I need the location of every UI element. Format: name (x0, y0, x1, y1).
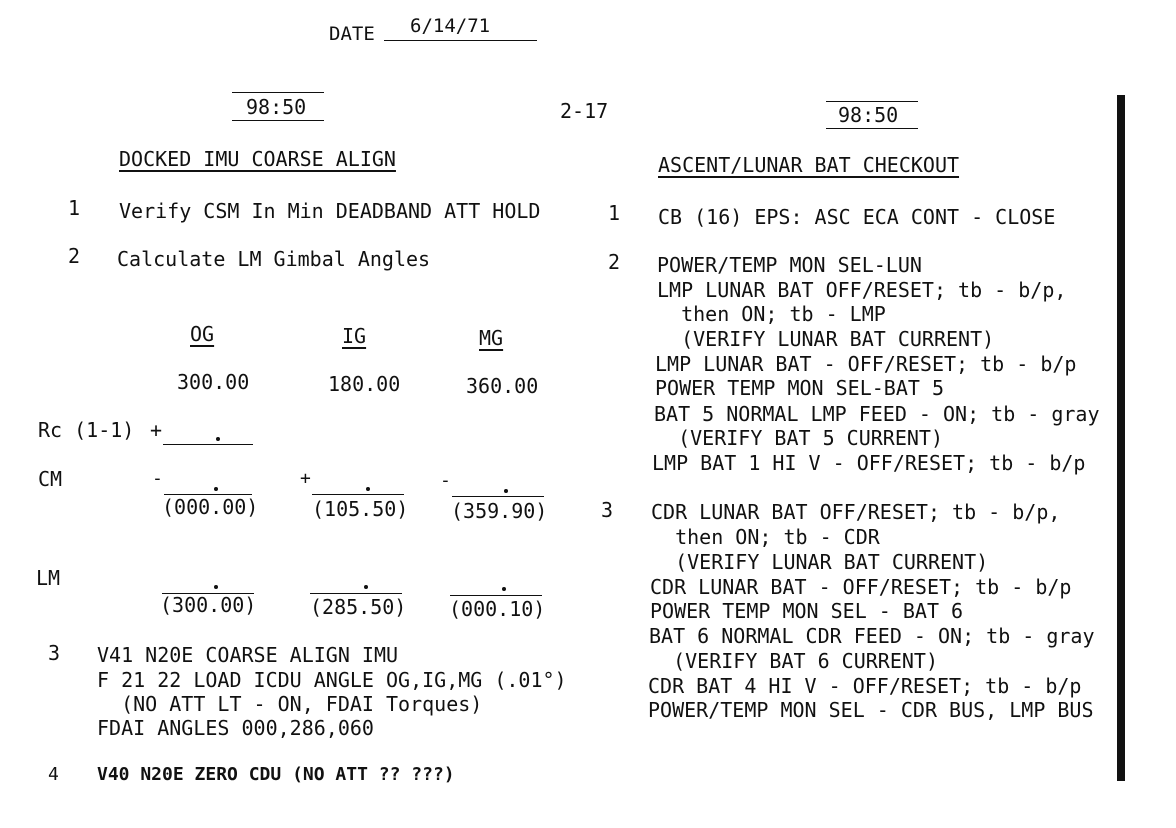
right-step-3-line-6: BAT 6 NORMAL CDR FEED - ON; tb - gray (649, 624, 1095, 648)
cm-label: CM (38, 467, 63, 491)
change-bar (1117, 95, 1125, 781)
right-time-overline (826, 101, 918, 102)
lm-value-ig: (285.50) (310, 595, 407, 619)
left-step-4-number: 4 (48, 764, 59, 785)
right-step-2-line-2: LMP LUNAR BAT OFF/RESET; tb - b/p, (657, 278, 1067, 302)
right-step-3-line-8: CDR BAT 4 HI V - OFF/RESET; tb - b/p (648, 674, 1082, 698)
left-step-3-line-4: FDAI ANGLES 000,286,060 (97, 716, 374, 740)
page-number: 2-17 (560, 99, 609, 123)
gimbal-header-og: OG (190, 322, 215, 346)
date-value: 6/14/71 (410, 15, 491, 37)
right-step-2-line-5: LMP LUNAR BAT - OFF/RESET; tb - b/p (655, 352, 1077, 376)
left-step-3-number: 3 (48, 641, 61, 665)
date-label: DATE (329, 23, 375, 45)
right-step-3-line-4: CDR LUNAR BAT - OFF/RESET; tb - b/p (650, 575, 1072, 599)
rc-decimal-point (216, 437, 220, 441)
right-time-underline (826, 128, 918, 129)
lm-value-og: (300.00) (160, 593, 257, 617)
right-section-title: ASCENT/LUNAR BAT CHECKOUT (658, 153, 960, 177)
cm-mg-decimal (504, 489, 508, 493)
rc-blank-line (163, 444, 253, 445)
gimbal-value-ig: 180.00 (328, 372, 401, 396)
right-step-3-line-1: CDR LUNAR BAT OFF/RESET; tb - b/p, (651, 500, 1061, 524)
right-step-2-line-1: POWER/TEMP MON SEL-LUN (657, 253, 922, 277)
right-step-2-line-4: (VERIFY LUNAR BAT CURRENT) (657, 327, 995, 351)
right-step-2-line-6: POWER TEMP MON SEL-BAT 5 (655, 376, 944, 400)
left-step-3-line-2: F 21 22 LOAD ICDU ANGLE OG,IG,MG (.01°) (97, 668, 567, 692)
right-step-1-number: 1 (608, 201, 621, 225)
right-step-3-line-9: POWER/TEMP MON SEL - CDR BUS, LMP BUS (648, 698, 1094, 722)
left-time-overline (232, 92, 324, 93)
gimbal-value-mg: 360.00 (466, 374, 539, 398)
right-step-2-line-9: LMP BAT 1 HI V - OFF/RESET; tb - b/p (652, 451, 1086, 475)
cm-sign-ig: + (300, 468, 311, 489)
left-time: 98:50 (246, 95, 307, 119)
cm-ig-decimal (366, 487, 370, 491)
left-step-4-text: V40 N20E ZERO CDU (NO ATT ?? ???) (97, 764, 455, 785)
gimbal-header-mg: MG (479, 326, 504, 350)
lm-ig-decimal (364, 585, 368, 589)
left-step-3-line-1: V41 N20E COARSE ALIGN IMU (97, 643, 399, 667)
rc-sign: + (150, 418, 163, 442)
cm-ig-line (312, 494, 404, 495)
left-step-1-number: 1 (68, 196, 81, 220)
right-step-3-number: 3 (601, 498, 614, 522)
right-step-3-line-3: (VERIFY LUNAR BAT CURRENT) (651, 550, 989, 574)
right-step-2-number: 2 (608, 250, 621, 274)
right-step-3-line-5: POWER TEMP MON SEL - BAT 6 (650, 599, 964, 623)
right-step-1-text: CB (16) EPS: ASC ECA CONT - CLOSE (658, 205, 1056, 229)
right-step-3-line-2: then ON; tb - CDR (651, 525, 880, 549)
right-step-3-line-7: (VERIFY BAT 6 CURRENT) (649, 649, 938, 673)
left-step-3-line-3: (NO ATT LT - ON, FDAI Torques) (97, 692, 483, 716)
right-time: 98:50 (838, 103, 899, 127)
cm-value-og: (000.00) (162, 495, 259, 519)
cm-value-ig: (105.50) (312, 497, 409, 521)
lm-label: LM (36, 566, 61, 590)
rc-label: Rc (1-1) (38, 418, 135, 442)
lm-value-mg: (000.10) (449, 597, 546, 621)
cm-og-decimal (214, 487, 218, 491)
lm-mg-line (450, 595, 542, 596)
lm-og-decimal (214, 585, 218, 589)
lm-mg-decimal (502, 587, 506, 591)
left-step-2-text: Calculate LM Gimbal Angles (117, 247, 431, 271)
right-step-2-line-7: BAT 5 NORMAL LMP FEED - ON; tb - gray (654, 402, 1100, 426)
gimbal-header-ig: IG (342, 324, 367, 348)
left-section-title: DOCKED IMU COARSE ALIGN (119, 147, 396, 171)
cm-mg-line (452, 496, 544, 497)
left-step-1-text: Verify CSM In Min DEADBAND ATT HOLD (119, 199, 541, 223)
right-step-2-line-8: (VERIFY BAT 5 CURRENT) (654, 426, 943, 450)
left-step-2-number: 2 (68, 244, 81, 268)
gimbal-value-og: 300.00 (177, 370, 250, 394)
cm-sign-og: - (152, 468, 163, 489)
cm-sign-mg: - (440, 470, 451, 491)
cm-value-mg: (359.90) (451, 499, 548, 523)
date-underline (384, 40, 537, 41)
lm-ig-line (310, 593, 402, 594)
right-step-2-line-3: then ON; tb - LMP (657, 302, 886, 326)
left-time-underline (232, 120, 324, 121)
